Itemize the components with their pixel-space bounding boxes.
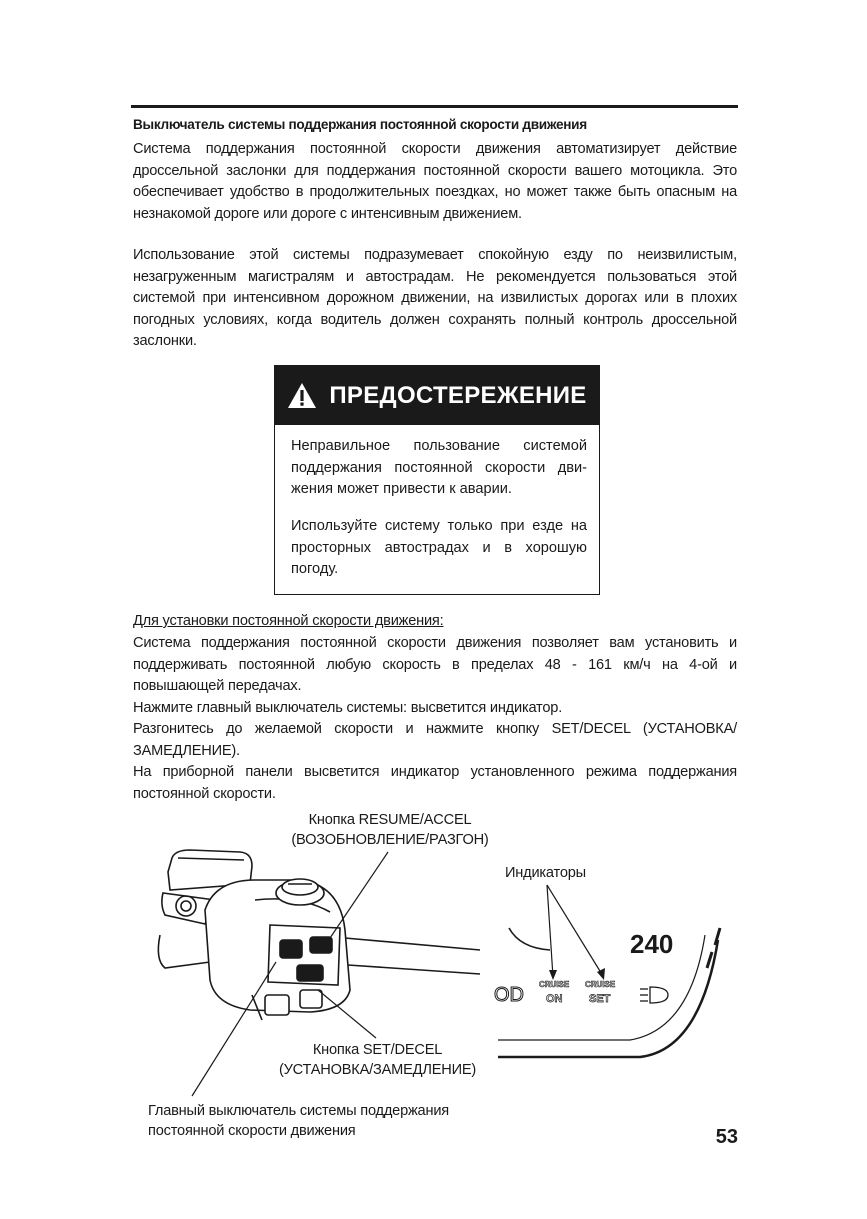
cruise-on-bottom: ON bbox=[546, 993, 563, 1005]
cruise-on-top: CRUISE bbox=[539, 980, 570, 989]
warning-text-2: Используйте систему только при езде на просторных автострадах и в хорошую погоду. bbox=[291, 518, 587, 577]
label-set-decel bbox=[270, 1040, 485, 1080]
label-resume-line-2: (ВОЗОБНОВЛЕНИЕ/РАЗГОН) bbox=[291, 832, 489, 848]
label-main-line-1: Главный выключатель системы поддержания bbox=[148, 1103, 449, 1119]
paragraph-intro: Система поддержания постоянной скорости движения автоматизирует действие дроссельной заслонки для поддержания постоянной скорости вашего мотоцикла. Это обеспечивает удобство в продолжительных поездках, но может также быть опасным на незнакомой дороге или дороге с интенсивным движением. bbox=[133, 141, 737, 222]
setup-subheading: Для установки постоянной скорости движения: bbox=[133, 613, 444, 629]
cruise-set-bottom: SET bbox=[589, 993, 611, 1005]
label-set-line-2: (УСТАНОВКА/ЗАМЕДЛЕНИЕ) bbox=[278, 1062, 477, 1078]
label-main-switch bbox=[148, 1101, 488, 1141]
label-resume-line-1: Кнопка RESUME/ACCEL bbox=[308, 812, 472, 828]
paragraph-usage: Использование этой системы подразумевает спокойную езду по неизвилистым, незагруженным магистралям и автострадам. Не рекомендуется пользоваться этой системой при интенсивном дорожном движении, на извилистых дорогах или в плохих погодных условиях, когда водитель должен сохранять полный контроль дроссельной заслонки. bbox=[133, 247, 737, 349]
label-indicators: Индикаторы bbox=[505, 865, 586, 881]
setup-line-3: Разгонитесь до желаемой скорости и нажмите кнопку SET/DECEL (УСТАНОВКА/ ЗАМЕДЛЕНИЕ). bbox=[133, 721, 737, 759]
od-indicator: OD bbox=[494, 984, 524, 1006]
speedometer-240: 240 bbox=[630, 929, 674, 959]
handlebar-illustration bbox=[158, 850, 480, 1020]
headlight-indicator-icon bbox=[640, 987, 668, 1003]
label-set-line-1: Кнопка SET/DECEL bbox=[312, 1042, 443, 1058]
arrowhead-on bbox=[549, 970, 557, 980]
page-number: 53 bbox=[715, 1126, 738, 1148]
section-heading: Выключатель системы поддержания постоянной скорости движения bbox=[133, 117, 587, 132]
label-main-line-2: постоянной скорости движения bbox=[148, 1123, 356, 1139]
cruise-set-top: CRUISE bbox=[585, 980, 616, 989]
label-resume-accel bbox=[280, 810, 500, 850]
arrowhead-set bbox=[597, 968, 605, 980]
warning-title: ПРЕДОСТЕРЕЖЕНИЕ bbox=[329, 381, 587, 409]
setup-line-2: Нажмите главный выключатель системы: высветится индикатор. bbox=[133, 699, 563, 716]
setup-line-1: Система поддержания постоянной скорости движения позволяет вам установить и поддерживать постоянной любую скорость в пределах 48 - 161 км/ч на 4-ой и повышающей передачах. bbox=[133, 635, 737, 694]
warning-text-1: Неправильное пользование системой поддержания постоянной скорости дви-жения может привести к аварии. bbox=[291, 438, 587, 497]
setup-line-4: На приборной панели высветится индикатор установленного режима поддержания постоянной скорости. bbox=[133, 764, 737, 802]
